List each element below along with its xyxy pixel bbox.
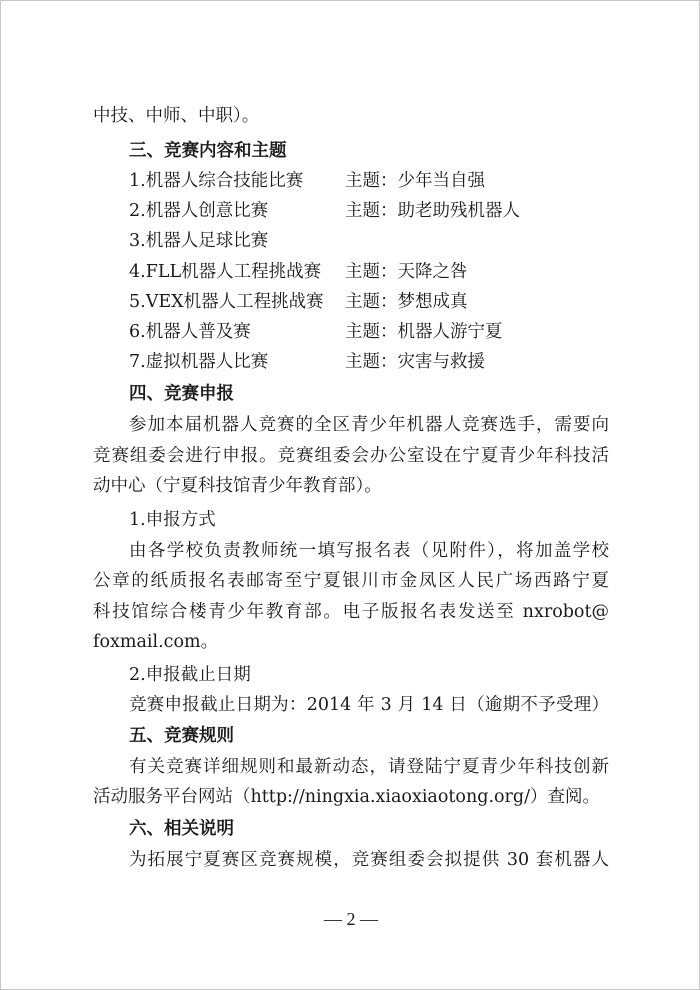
list-item: 3.机器人足球比赛 bbox=[129, 231, 269, 251]
list-item: 5.VEX机器人工程挑战赛 bbox=[129, 292, 324, 312]
subsection-title: 2.申报截止日期 bbox=[129, 665, 251, 685]
paragraph-line: 竞赛组委会进行申报。竞赛组委会办公室设在宁夏青少年科技活 bbox=[93, 446, 609, 466]
paragraph-continuation: 中技、中师、中职）。 bbox=[93, 106, 260, 126]
list-item-theme: 主题：天降之咎 bbox=[345, 262, 468, 282]
list-item-theme: 主题：机器人游宁夏 bbox=[345, 322, 503, 342]
paragraph-line: foxmail.com。 bbox=[93, 632, 219, 652]
paragraph-line: 为拓展宁夏赛区竞赛规模，竞赛组委会拟提供 30 套机器人 bbox=[129, 850, 609, 870]
deadline-line: 竞赛申报截止日期为：2014 年 3 月 14 日（逾期不予受理） bbox=[129, 695, 609, 715]
paragraph-line: 动中心（宁夏科技馆青少年教育部）。 bbox=[93, 476, 382, 496]
paragraph-line: 参加本届机器人竞赛的全区青少年机器人竞赛选手，需要向 bbox=[129, 415, 609, 435]
list-item-theme: 主题：助老助残机器人 bbox=[345, 201, 520, 221]
list-item: 2.机器人创意比赛 bbox=[129, 201, 269, 221]
paragraph-line: 有关竞赛详细规则和最新动态，请登陆宁夏青少年科技创新 bbox=[129, 757, 609, 777]
section-4-heading: 四、竞赛申报 bbox=[129, 384, 234, 404]
paragraph-line: 由各学校负责教师统一填写报名表（见附件），将加盖学校 bbox=[129, 541, 609, 561]
subsection-title: 1.申报方式 bbox=[129, 510, 216, 530]
section-5-heading: 五、竞赛规则 bbox=[129, 726, 234, 746]
list-item-theme: 主题：梦想成真 bbox=[345, 292, 468, 312]
list-item-theme: 主题：少年当自强 bbox=[345, 171, 485, 191]
list-item: 1.机器人综合技能比赛 bbox=[129, 171, 304, 191]
list-item: 7.虚拟机器人比赛 bbox=[129, 352, 269, 372]
paragraph-line: 科技馆综合楼青少年教育部。电子版报名表发送至 nxrobot@ bbox=[93, 602, 609, 622]
page-number: — 2 — bbox=[324, 909, 378, 929]
section-3-heading: 三、竞赛内容和主题 bbox=[129, 141, 287, 161]
list-item-theme: 主题：灾害与救援 bbox=[345, 352, 485, 372]
paragraph-line: 公章的纸质报名表邮寄至宁夏银川市金凤区人民广场西路宁夏 bbox=[93, 571, 609, 591]
paragraph-line: 活动服务平台网站（http://ningxia.xiaoxiaotong.org/）查阅。 bbox=[93, 787, 601, 807]
list-item: 6.机器人普及赛 bbox=[129, 322, 251, 342]
section-6-heading: 六、相关说明 bbox=[129, 819, 234, 839]
list-item: 4.FLL机器人工程挑战赛 bbox=[129, 262, 322, 282]
